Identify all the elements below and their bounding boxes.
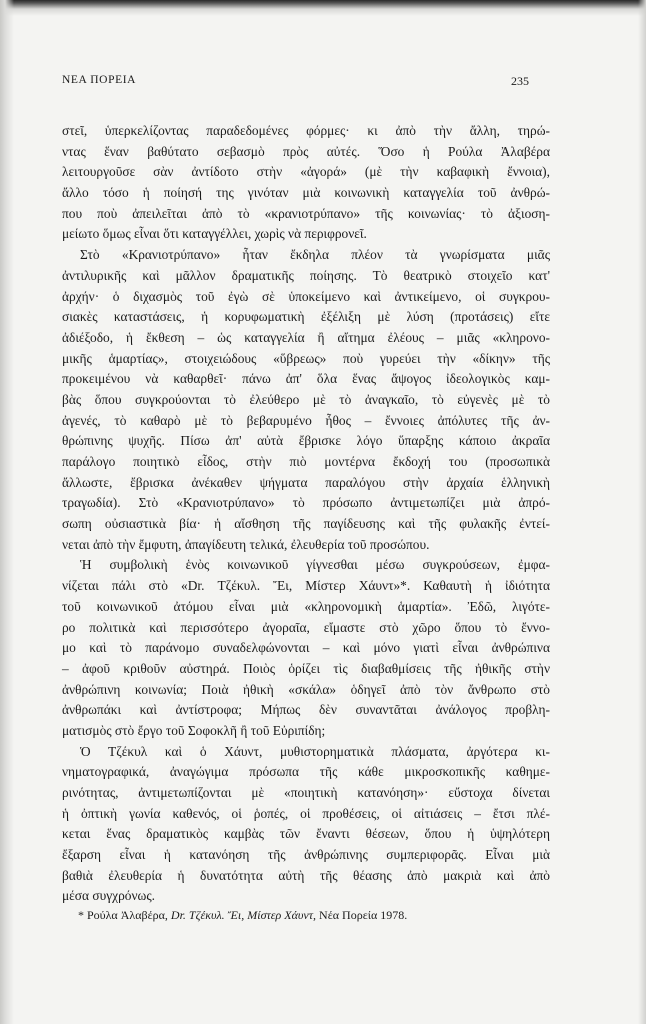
- text-line: θρώπινης ψυχῆς. Πίσω ἀπ' αὐτὰ ἔβρισκε λόγο ὕπαρξης κάποιο ἀκραῖα: [62, 433, 550, 449]
- text-line: ἀγενές, τὸ καθαρὸ μὲ τὸ βεβαρυμένο ἦθος – ἔννοιες ἀπόλυτες τῆς ἀν-: [62, 412, 550, 428]
- text-line: Στὸ «Κρανιοτρύπανο» ἦταν ἔκδηλα πλέον τὰ γνωρίσματα μιᾶς: [80, 247, 550, 263]
- page-number: 235: [511, 74, 529, 88]
- text-line: τοῦ κοινωνικοῦ ἀτόμου εἶναι μιὰ «κληρονομικὴ ἁμαρτία». Ἐδῶ, λιγότε-: [62, 598, 550, 614]
- text-line: σιακὲς καταστάσεις, ἡ κορυφωματικὴ ἐξέλιξη μὲ λύση (προτάσεις) εἴτε: [62, 309, 550, 325]
- footnote-publisher: Νέα Πορεία 1978.: [316, 908, 408, 922]
- footnote-author: Ρούλα Ἀλαβέρα,: [87, 908, 171, 922]
- body-text: [62, 121, 550, 907]
- footnote: [78, 908, 407, 923]
- text-line: μικῆς ἁμαρτίας», στοιχειώδους «ὕβρεως» ποὺ γυρεύει τὴν «δίκην» τῆς: [62, 350, 550, 366]
- text-line: νηματογραφικά, ἀναγώγιμα πρόσωπα τῆς κάθε μικροσκοπικῆς καθημε-: [62, 764, 550, 780]
- text-line: στεῖ, ὑπερκελίζοντας παραδεδομένες φόρμες· κι ἀπὸ τὴν ἄλλη, τηρώ-: [62, 123, 550, 138]
- footnote-title: Dr. Τζέκυλ. Ἔι, Μίστερ Χάυντ,: [170, 908, 317, 922]
- text-line: ἀρχήν· ὁ διχασμὸς τοῦ ἐγὼ σὲ ὑποκείμενο καὶ ἀντικείμενο, οἱ συγκρου-: [62, 288, 550, 304]
- text-line: τραγωδία). Στὸ «Κρανιοτρύπανο» τὸ πρόσωπο ἀντιμετωπίζει μιὰ ἀπρό-: [62, 495, 550, 511]
- text-line: προκειμένου νὰ καθαρθεῖ· πάνω ἀπ' ὅλα ἕνας ἄψογος ἰδεολογικὸς καμ-: [62, 371, 550, 387]
- scan-edge-left: [0, 0, 14, 1024]
- text-line: νίζεται πάλι στὸ «Dr. Τζέκυλ. Ἔι, Μίστερ Χάυντ»*. Καθαυτὴ ἡ ἰδιότητα: [62, 578, 550, 594]
- text-line: ἔξαρση εἶναι ἡ κατανόηση τῆς ἀνθρώπινης συμπεριφορᾶς. Εἶναι μιὰ: [62, 847, 550, 863]
- text-line: ἀντιλυρικῆς καὶ μᾶλλον δραματικῆς ποίησης. Τὸ θεατρικὸ στοιχεῖο κατ': [62, 267, 550, 283]
- footnote-marker: *: [78, 908, 87, 922]
- text-line: βαθιὰ ἐλευθερία ἡ δυνατότητα αὐτὴ τῆς θέασης ἀπὸ μακριὰ καὶ ἀπὸ: [62, 867, 550, 883]
- text-line: Ἡ συμβολικὴ ἑνὸς κοινωνικοῦ γίγνεσθαι μέσω συγκρούσεων, ἐμφα-: [80, 557, 550, 573]
- text-line: νεται ἀπὸ τὴν ἔμφυτη, ἀπαγίδευτη τελικά, ἐλευθερία τοῦ προσώπου.: [62, 536, 430, 552]
- text-line: ρινότητας, ἀντιμετωπίζονται μὲ «ποιητικὴ κατανόηση»· εὔστοχα δίνεται: [62, 785, 550, 800]
- text-line: σωπη οὐσιαστικὰ βία· ἡ αἴσθηση τῆς παγίδευσης καὶ τῆς φυλακῆς ἐντεί-: [62, 516, 550, 532]
- scan-edge-right: [638, 0, 646, 1024]
- text-line: ἀνθρωπάκι καὶ ἀντίστροφα; Μήπως δὲν συναντᾶται ἀνάλογος προβλη-: [62, 702, 550, 718]
- text-line: ματισμὸς στὸ ἔργο τοῦ Σοφοκλῆ ἢ τοῦ Εὐριπίδη;: [62, 722, 326, 738]
- text-line: ἀνθρώπινη κοινωνία; Ποιὰ ἠθικὴ «σκάλα» ὁδηγεῖ ἀπὸ τὸν ἄνθρωπο στὸ: [62, 681, 550, 697]
- text-line: μείωτο ὅμως εἶναι ὅτι καταγγέλλει, χωρὶς νὰ περιφρονεῖ.: [62, 226, 367, 242]
- text-line: παράλογο ποιητικὸ εἶδος, στὴν πιὸ μοντέρνα ἔκδοχή του (προσωπικὰ: [62, 454, 550, 469]
- text-line: βὰς ὅπου συγκρούονται τὸ ἐλεύθερο μὲ τὸ ἀναγκαῖο, τὸ εὐγενὲς μὲ τὸ: [62, 391, 550, 407]
- text-line: ἄλλο τόσο ἡ ποίησή της γινόταν μιὰ κοινωνικὴ καταγγελία τοῦ ἀνθρώ-: [62, 185, 550, 201]
- text-line: ἡ ὀπτικὴ γωνία καθενός, οἱ ῥοπές, οἱ προθέσεις, οἱ αἰτιάσεις – ἔτσι πλέ-: [62, 805, 550, 821]
- running-title: ΝΕΑ ΠΟΡΕΙΑ: [62, 74, 137, 86]
- text-line: λειτουργοῦσε σὰν ἀντίδοτο στὴν «ἀγορά» (μὲ τὴν καβαφικὴ ἔννοια),: [62, 164, 550, 180]
- text-line: ἀδιέξοδο, ἡ ἔκθεση – ὡς καταγγελία ἢ αἴτημα ἐλέους – μιᾶς «κληρονο-: [62, 329, 550, 345]
- text-line: κεται ἕνας δραματικὸς καμβὰς τῶν ἔναντι θέσεων, ὅπου ἡ ὑψηλότερη: [62, 826, 550, 842]
- text-line: μέσα συγχρόνως.: [62, 888, 155, 904]
- text-line: που ποὺ ἀπειλεῖται ἀπὸ τὸ «κρανιοτρύπανο» τῆς κοινωνίας· τὸ ἀξιοση-: [62, 205, 550, 221]
- scan-edge-top: [0, 0, 646, 16]
- text-line: ντας ἕναν βαθύτατο σεβασμὸ πρὸς αὐτές. Ὅσο ἡ Ρούλα Ἀλαβέρα: [62, 143, 550, 159]
- text-line: Ὁ Τζέκυλ καὶ ὁ Χάυντ, μυθιστορηματικὰ πλάσματα, ἀργότερα κι-: [80, 743, 550, 759]
- text-line: ρο πολιτικὰ καὶ περισσότερο ἀγοραῖα, εἴμαστε στὸ χῶρο ὅπου τὸ ἔννο-: [62, 619, 550, 635]
- text-line: μο καὶ τὸ παράνομο συναδελφώνονται – καὶ μόνο γιατὶ εἶναι ἀνθρώπινα: [62, 640, 550, 656]
- text-line: – ἀφοῦ κριθοῦν αὐστηρά. Ποιὸς ὁρίζει τὶς διαβαθμίσεις τῆς ἠθικῆς στὴν: [62, 660, 550, 676]
- text-line: ἄλλωστε, ἔβρισκα ἀνέκαθεν ψήγματα παραλόγου στὴν ἀρχαία ἑλληνικὴ: [62, 474, 550, 490]
